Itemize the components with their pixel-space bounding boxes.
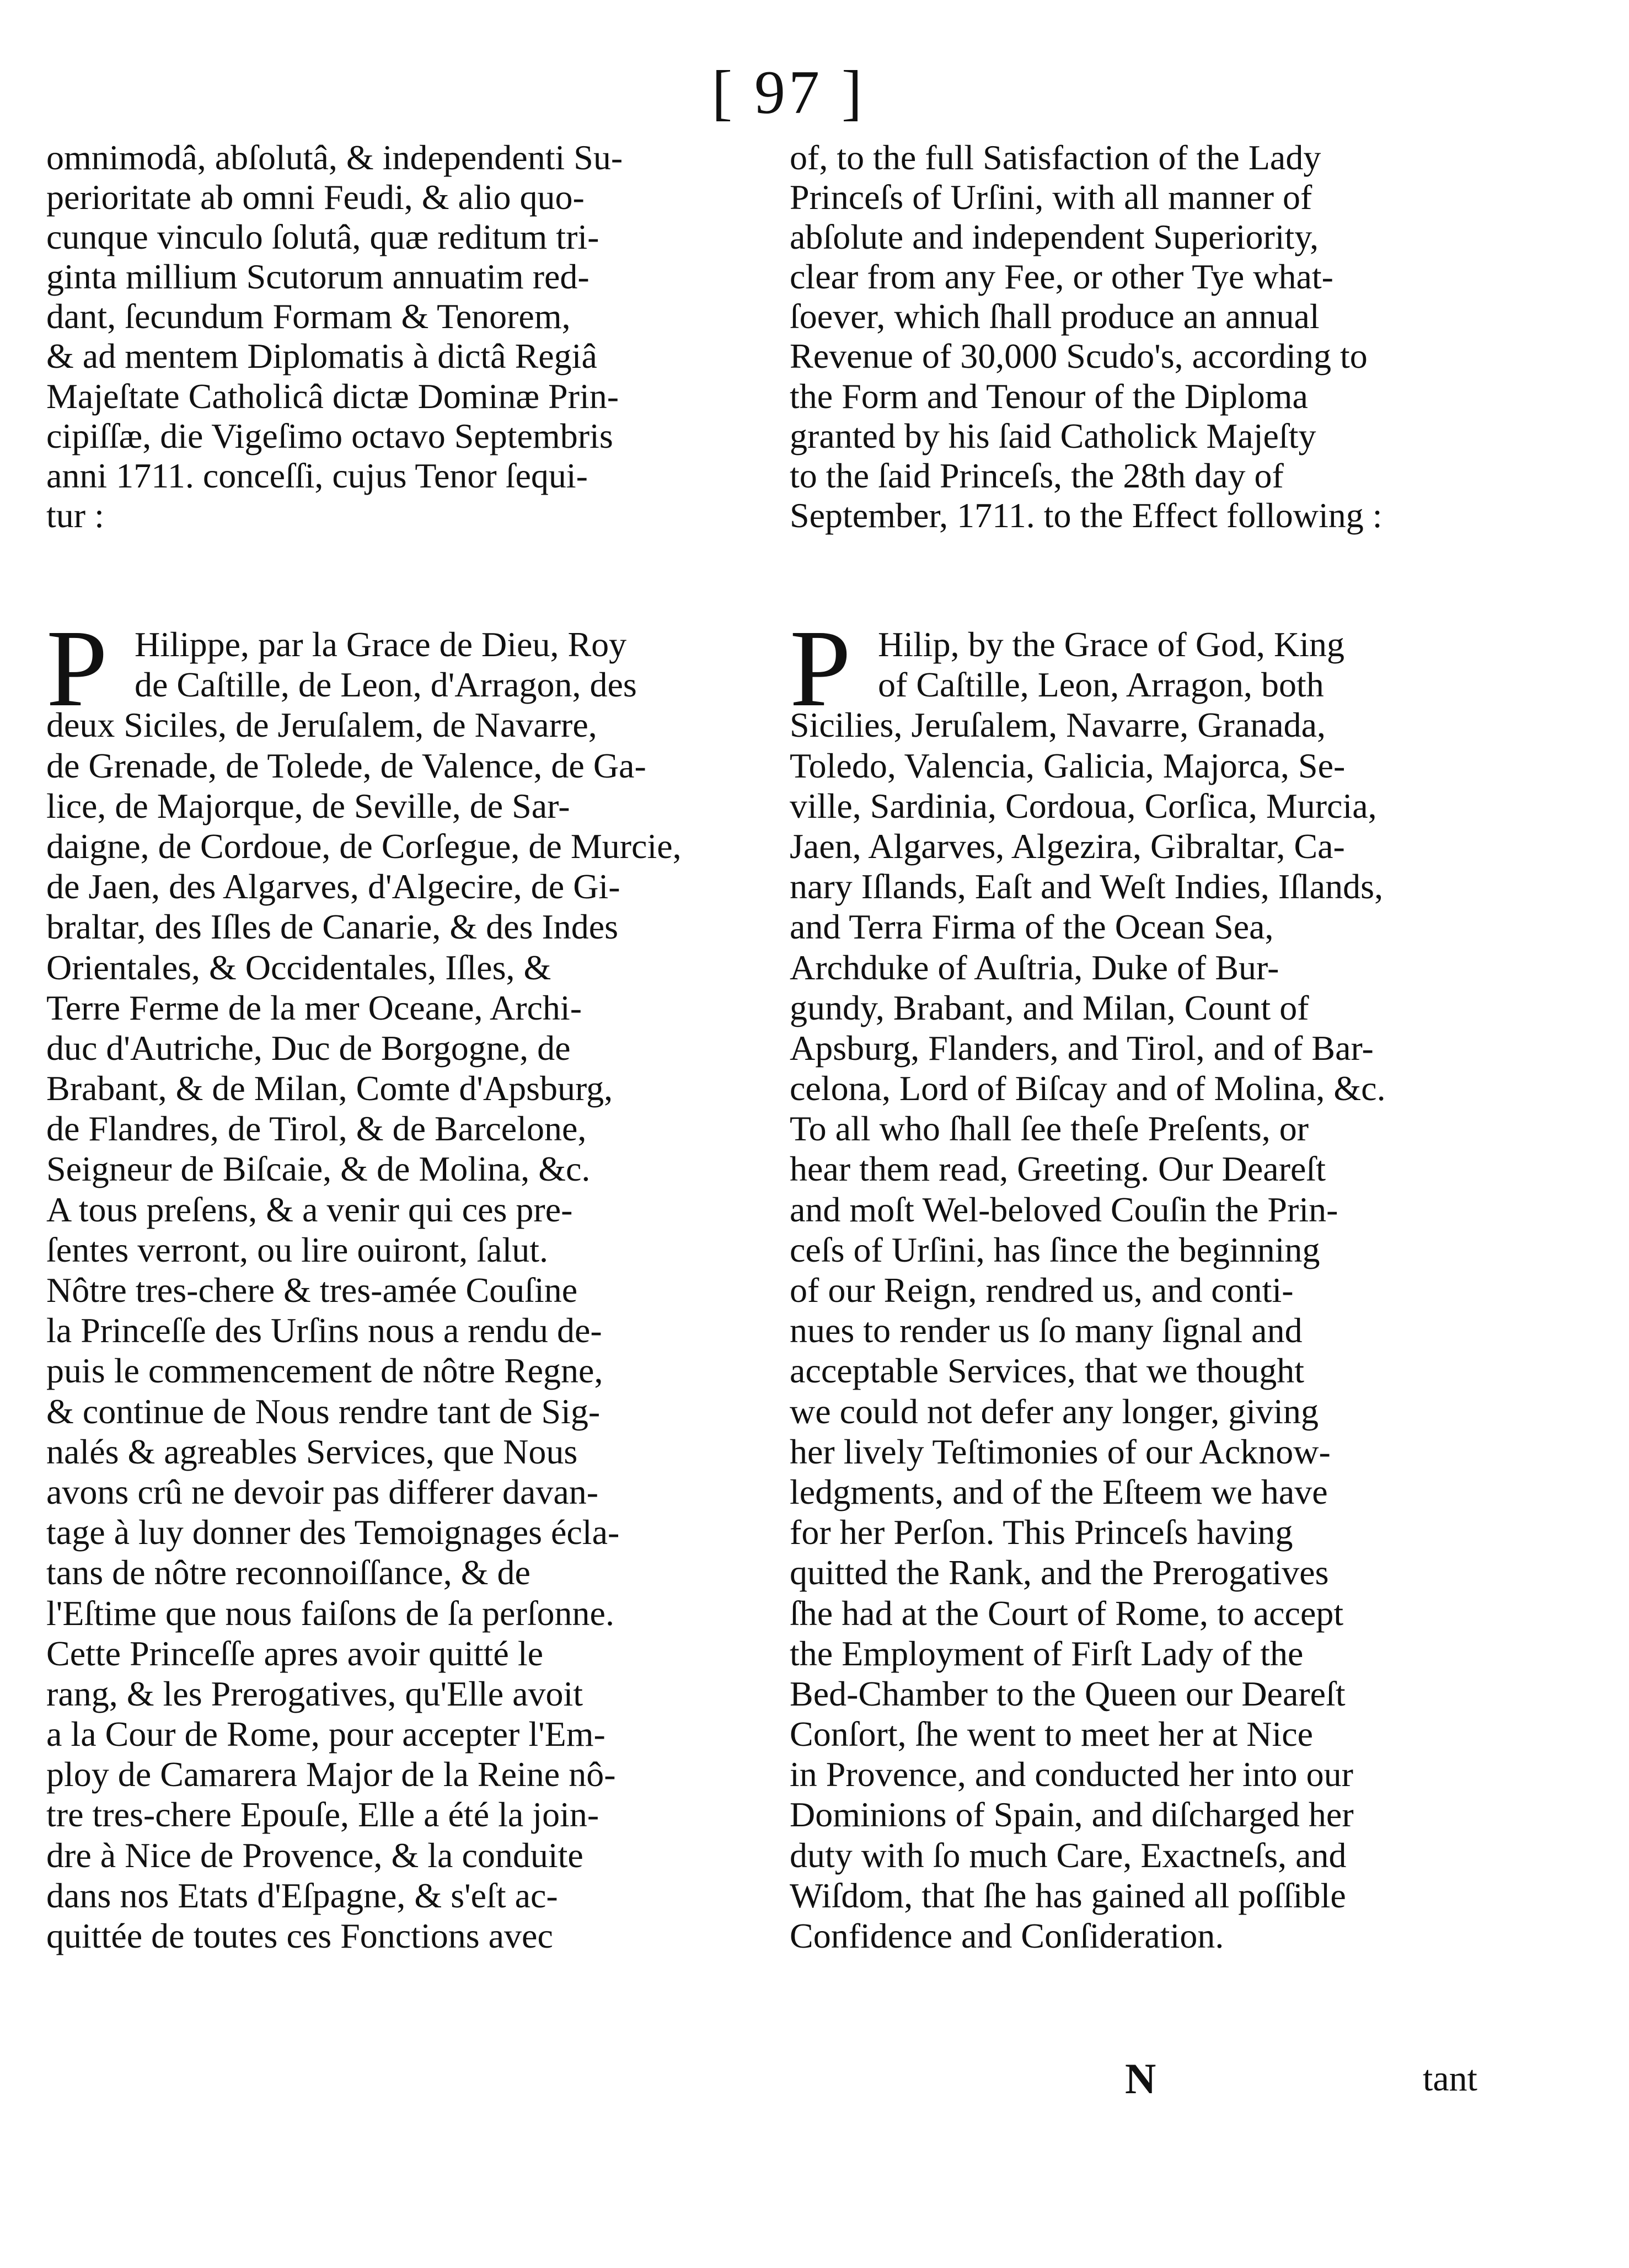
french-line: Terre Ferme de la mer Oceane, Archi- (46, 988, 582, 1027)
french-line: de Flandres, de Tirol, & de Barcelone, (46, 1109, 587, 1149)
french-line: Hilippe, par la Grace de Dieu, Roy (135, 625, 627, 664)
english-line: acceptable Services, that we thought (790, 1351, 1304, 1391)
signature-mark: N (1125, 2055, 1156, 2103)
english-intro-line: clear from any Fee, or other Tye what- (790, 257, 1333, 297)
french-line: Seigneur de Biſcaie, & de Molina, &c. (46, 1149, 591, 1189)
english-line: nary Iſlands, Eaſt and Weſt Indies, Iſlands, (790, 867, 1384, 907)
english-line: ville, Sardinia, Cordoua, Corſica, Murcia, (790, 786, 1377, 825)
french-line: avons crû ne devoir pas differer davan- (46, 1472, 599, 1511)
english-line: Apsburg, Flanders, and Tirol, and of Bar- (790, 1028, 1374, 1068)
french-line: & continue de Nous rendre tant de Sig- (46, 1391, 601, 1431)
french-line: deux Siciles, de Jeruſalem, de Navarre, (46, 705, 597, 745)
french-line: de Caſtille, de Leon, d'Arragon, des (135, 665, 637, 705)
english-line: Confidence and Conſideration. (790, 1916, 1224, 1955)
french-line: dans nos Etats d'Eſpagne, & s'eſt ac- (46, 1875, 558, 1915)
french-line: tre tres-chere Epouſe, Elle a été la join- (46, 1795, 599, 1835)
english-line: in Provence, and conducted her into our (790, 1755, 1353, 1794)
english-line: hear them read, Greeting. Our Deareſt (790, 1149, 1326, 1189)
french-line: de Jaen, des Algarves, d'Algecire, de Gi- (46, 867, 620, 907)
english-line: Bed-Chamber to the Queen our Deareſt (790, 1674, 1346, 1713)
english-line: of our Reign, rendred us, and conti- (790, 1270, 1294, 1310)
french-letter-column (46, 608, 758, 1956)
english-intro-line: to the ſaid Princeſs, the 28th day of (790, 455, 1284, 495)
french-line: Brabant, & de Milan, Comte d'Apsburg, (46, 1069, 613, 1108)
latin-line: & ad mentem Diplomatis à dictâ Regiâ (46, 336, 597, 376)
french-line: ſentes verront, ou lire ouiront, ſalut. (46, 1230, 548, 1269)
english-line: Toledo, Valencia, Galicia, Majorca, Se- (790, 746, 1346, 785)
latin-line: dant, ſecundum Formam & Tenorem, (46, 297, 571, 336)
latin-line: anni 1711. conceſſi, cujus Tenor ſequi- (46, 455, 588, 495)
english-line: gundy, Brabant, and Milan, Count of (790, 988, 1309, 1027)
english-intro-line: of, to the full Satisfaction of the Lady (790, 138, 1321, 177)
latin-line: perioritate ab omni Feudi, & alio quo- (46, 178, 585, 217)
french-line: de Grenade, de Tolede, de Valence, de Ga- (46, 746, 646, 785)
english-line: for her Perſon. This Princeſs having (790, 1513, 1293, 1552)
page-number: [ 97 ] (711, 58, 866, 127)
english-line: To all who ſhall ſee theſe Preſents, or (790, 1109, 1309, 1149)
english-line: Conſort, ſhe went to meet her at Nice (790, 1714, 1314, 1754)
english-intro-line: September, 1711. to the Effect following : (790, 495, 1382, 535)
french-line: Orientales, & Occidentales, Iſles, & (46, 947, 551, 987)
english-line: of Caſtille, Leon, Arragon, both (878, 665, 1324, 705)
english-line: Archduke of Auſtria, Duke of Bur- (790, 947, 1279, 987)
french-line: Cette Princeſſe apres avoir quitté le (46, 1633, 543, 1673)
latin-line: cipiſſæ, die Vigeſimo octavo Septembris (46, 416, 613, 455)
french-line: daigne, de Cordoue, de Corſegue, de Murcie, (46, 826, 682, 866)
english-intro-line: abſolute and independent Superiority, (790, 217, 1319, 257)
english-line: Dominions of Spain, and diſcharged her (790, 1795, 1354, 1835)
french-line: puis le commencement de nôtre Regne, (46, 1351, 603, 1391)
english-line: her lively Teſtimonies of our Acknow- (790, 1431, 1331, 1471)
latin-line: Majeſtate Catholicâ dictæ Dominæ Prin- (46, 376, 619, 416)
french-line: tage à luy donner des Temoignages écla- (46, 1513, 620, 1552)
english-line: ſhe had at the Court of Rome, to accept (790, 1593, 1344, 1633)
english-line: Jaen, Algarves, Algezira, Gibraltar, Ca- (790, 826, 1345, 866)
english-intro-line: the Form and Tenour of the Diploma (790, 376, 1308, 416)
french-drop-cap: P (46, 608, 108, 730)
french-line: duc d'Autriche, Duc de Borgogne, de (46, 1028, 571, 1068)
english-line: ledgments, and of the Eſteem we have (790, 1472, 1328, 1511)
catchword: tant (1423, 2058, 1477, 2099)
french-line: nalés & agreables Services, que Nous (46, 1431, 578, 1471)
french-line: dre à Nice de Provence, & la conduite (46, 1835, 583, 1875)
latin-text-column (46, 138, 758, 535)
french-line: tans de nôtre reconnoiſſance, & de (46, 1553, 531, 1593)
english-line: quitted the Rank, and the Prerogatives (790, 1553, 1329, 1593)
latin-line: omnimodâ, abſolutâ, & independenti Su- (46, 138, 623, 177)
english-intro-line: granted by his ſaid Catholick Majeſty (790, 416, 1316, 455)
french-line: a la Cour de Rome, pour accepter l'Em- (46, 1714, 605, 1754)
english-line: celona, Lord of Biſcay and of Molina, &c. (790, 1069, 1386, 1108)
english-line: ceſs of Urſini, has ſince the beginning (790, 1230, 1320, 1269)
english-line: Hilip, by the Grace of God, King (878, 625, 1345, 664)
english-line: duty with ſo much Care, Exactneſs, and (790, 1835, 1347, 1875)
french-line: ploy de Camarera Major de la Reine nô- (46, 1755, 616, 1794)
french-line: braltar, des Iſles de Canarie, & des Indes (46, 907, 619, 947)
english-line: we could not defer any longer, giving (790, 1391, 1319, 1431)
english-line: the Employment of Firſt Lady of the (790, 1633, 1304, 1673)
latin-line: ginta millium Scutorum annuatim red- (46, 257, 590, 297)
french-line: rang, & les Prerogatives, qu'Elle avoit (46, 1674, 583, 1713)
french-line: lice, de Majorque, de Seville, de Sar- (46, 786, 570, 825)
english-line: nues to render us ſo many ſignal and (790, 1311, 1303, 1350)
french-line: A tous preſens, & a venir qui ces pre- (46, 1189, 573, 1229)
french-line: l'Eſtime que nous faiſons de ſa perſonne. (46, 1593, 614, 1633)
english-line: Wiſdom, that ſhe has gained all poſſible (790, 1875, 1346, 1915)
english-line: Sicilies, Jeruſalem, Navarre, Granada, (790, 705, 1326, 745)
french-line: la Princeſſe des Urſins nous a rendu de- (46, 1311, 602, 1350)
latin-line: tur : (46, 495, 104, 535)
latin-line: cunque vinculo ſolutâ, quæ reditum tri- (46, 217, 599, 257)
english-intro-line: Princeſs of Urſini, with all manner of (790, 178, 1312, 217)
english-line: and Terra Firma of the Ocean Sea, (790, 907, 1274, 947)
english-intro-column (790, 138, 1501, 535)
french-line: quittée de toutes ces Fonctions avec (46, 1916, 553, 1955)
english-drop-cap: P (790, 608, 851, 730)
english-letter-column (790, 608, 1501, 1956)
english-intro-line: ſoever, which ſhall produce an annual (790, 297, 1320, 336)
french-line: Nôtre tres-chere & tres-amée Couſine (46, 1270, 578, 1310)
english-intro-line: Revenue of 30,000 Scudo's, according to (790, 336, 1368, 376)
english-line: and moſt Wel-beloved Couſin the Prin- (790, 1189, 1338, 1229)
